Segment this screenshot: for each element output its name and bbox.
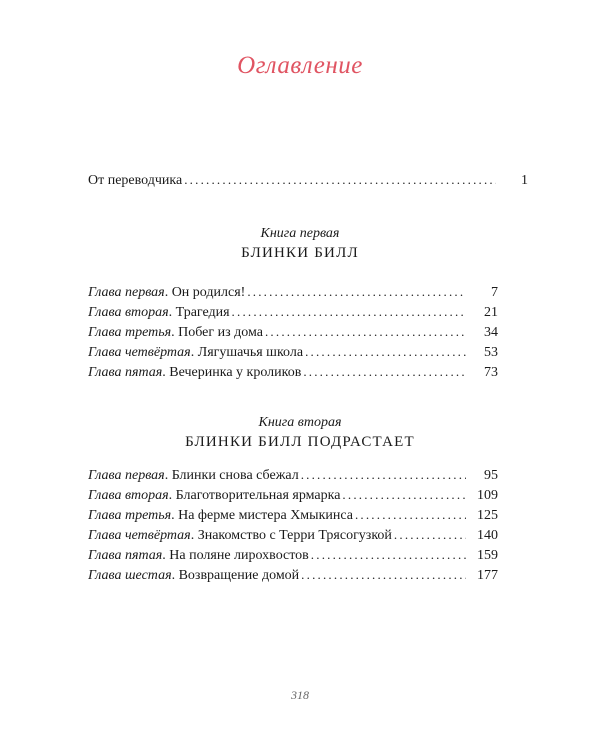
toc-chapter-row[interactable]: Глава вторая . Благотворительная ярмарка ..... 109	[88, 485, 498, 505]
toc-chapter-row[interactable]: Глава пятая . Вечеринка у кроликов ..... 73	[88, 362, 498, 382]
toc-page-number: 159	[477, 548, 498, 563]
dot-leader	[305, 342, 466, 362]
toc-page-number: 21	[484, 305, 498, 320]
dot-leader	[265, 322, 466, 342]
chapter-prefix: Глава первая	[88, 468, 165, 483]
toc-chapter-row[interactable]: Глава третья . На ферме мистера Хмыкинса ..... 125	[88, 505, 498, 525]
toc-page-number: 34	[484, 325, 498, 340]
dot-leader	[184, 170, 496, 190]
chapter-prefix: Глава пятая	[88, 365, 163, 380]
toc-chapter-row[interactable]: Глава вторая . Трагедия ..... 21	[88, 302, 498, 322]
chapter-prefix: Глава вторая	[88, 305, 169, 320]
page-title: Оглавление	[237, 52, 363, 79]
toc-entry-intro[interactable]	[88, 170, 528, 190]
toc-page-number: 140	[477, 528, 498, 543]
chapter-prefix: Глава третья	[88, 325, 172, 340]
chapter-prefix: Глава вторая	[88, 488, 169, 503]
chapter-prefix: Глава четвёртая	[88, 345, 191, 360]
book-caption: Книга первая	[260, 226, 340, 241]
chapter-prefix: Глава первая	[88, 285, 165, 300]
chapter-title: Блинки снова сбежал	[171, 468, 299, 483]
chapter-prefix: Глава третья	[88, 508, 172, 523]
chapter-prefix: Глава пятая	[88, 548, 163, 563]
chapter-title: Он родился!	[171, 285, 246, 300]
dot-leader	[247, 282, 466, 302]
chapter-title: Знакомство с Терри Трясогузкой	[197, 528, 392, 543]
toc-chapter-row[interactable]: Глава шестая . Возвращение домой ..... 177	[88, 565, 498, 585]
dot-leader	[232, 302, 466, 322]
toc-page-number: 125	[477, 508, 498, 523]
book-title: БЛИНКИ БИЛЛ ПОДРАСТАЕТ	[185, 434, 415, 450]
toc-chapter-row[interactable]: Глава четвёртая . Знакомство с Терри Трясогузкой ..... 140	[88, 525, 498, 545]
dot-leader	[303, 362, 466, 382]
toc-page-number: 7	[491, 285, 498, 300]
toc-chapter-row[interactable]: Глава первая . Блинки снова сбежал ..... 95	[88, 465, 498, 485]
chapter-title: Благотворительная ярмарка	[175, 488, 341, 503]
toc-page-number: 109	[477, 488, 498, 503]
chapter-title: Трагедия	[175, 305, 230, 320]
book-caption: Книга вторая	[258, 415, 342, 430]
dot-leader	[311, 545, 466, 565]
chapter-title: На поляне лирохвостов	[169, 548, 309, 563]
dot-leader	[394, 525, 466, 545]
toc-page-number: 177	[477, 568, 498, 583]
chapter-title: Лягушачья школа	[197, 345, 304, 360]
toc-page-number: 53	[484, 345, 498, 360]
book-title: БЛИНКИ БИЛЛ	[241, 245, 359, 261]
toc-page-number: 95	[484, 468, 498, 483]
dot-leader	[301, 465, 466, 485]
toc-page-number: 1	[521, 173, 528, 188]
page-number-footer: 318	[291, 688, 309, 702]
chapter-prefix: Глава шестая	[88, 568, 172, 583]
chapter-title: Побег из дома	[178, 325, 263, 340]
toc-page-number: 73	[484, 365, 498, 380]
toc-chapter-row[interactable]: Глава первая . Он родился! ..... 7	[88, 282, 498, 302]
toc-chapter-row[interactable]: Глава четвёртая . Лягушачья школа ..... 53	[88, 342, 498, 362]
chapter-title: Возвращение домой	[178, 568, 300, 583]
chapter-title: На ферме мистера Хмыкинса	[178, 508, 353, 523]
dot-leader	[301, 565, 466, 585]
dot-leader	[355, 505, 466, 525]
dot-leader	[342, 485, 466, 505]
toc-chapter-row[interactable]: Глава третья . Побег из дома ..... 34	[88, 322, 498, 342]
chapter-prefix: Глава четвёртая	[88, 528, 191, 543]
chapter-title: Вечеринка у кроликов	[169, 365, 302, 380]
toc-chapter-row[interactable]: Глава пятая . На поляне лирохвостов ..... 159	[88, 545, 498, 565]
toc-entry-label: От переводчика	[88, 173, 183, 188]
